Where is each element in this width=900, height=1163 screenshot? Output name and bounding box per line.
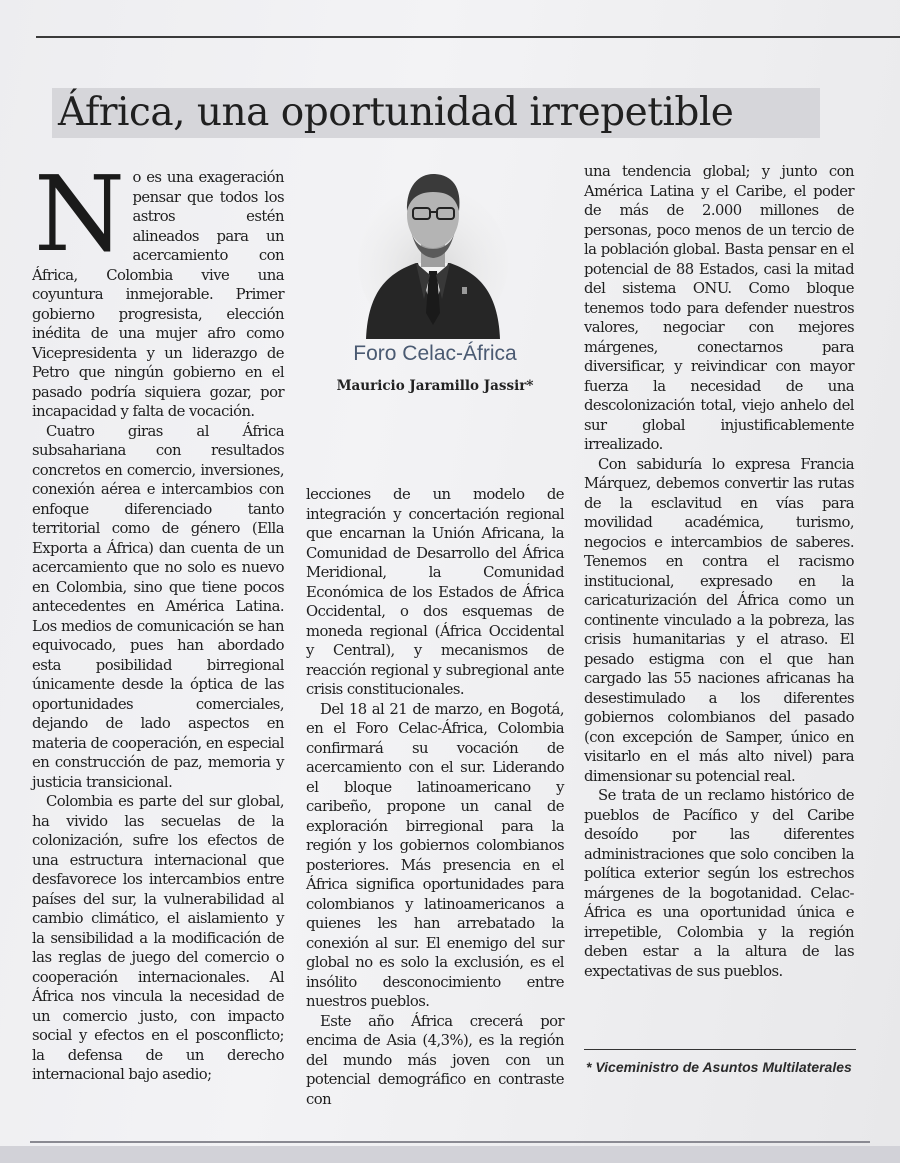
drop-cap: N <box>34 153 125 275</box>
article-column-2 <box>306 485 564 1109</box>
section-label: Foro Celac-África <box>353 342 517 365</box>
paragraph: lecciones de un modelo de integración y concertación regional que encarnan la Unión Africana, la Comunidad de Desarrollo del África Meridional, la Comunidad Económica de los Estados de África Occidental, o dos esquemas de moneda regional (África Occidental y Central), y mecanismos de reacción regional y subregional ante crisis constitucionales. <box>306 486 564 698</box>
author-footnote: * Viceministro de Asuntos Multilaterales <box>586 1059 852 1075</box>
paragraph: Del 18 al 21 de marzo, en Bogotá, en el Foro Celac-África, Colombia confirmará su vocación de acercamiento con el sur. Liderando el bloque latinoamericano y caribeño, propone un canal de exploración birregional para la región y los gobiernos colombianos posteriores. Más presencia en el África significa oportunidades para colombianos y latinoamericanos a quienes les han arrebatado la conexión al sur. El enemigo del sur global no es solo la exclusión, es el insólito desconocimiento entre nuestros pueblos. <box>306 700 564 1010</box>
bottom-divider <box>30 1141 870 1143</box>
paragraph: Con sabiduría lo expresa Francia Márquez, debemos convertir las rutas de la esclavitud en vías para movilidad académica, turismo, negocios e intercambios de saberes. Tenemos en contra el racismo institucional, expresado en la caricaturización del África como un continente vinculado a la pobreza, las crisis humanitarias y el atraso. El pesado estigma con el que han cargado las 55 naciones africanas ha desestimulado a los diferentes gobiernos colombianos del pasado (con excepción de Samper, único en visitarlo en el más alto nivel) para dimensionar su potencial real. <box>584 455 854 785</box>
article-title: África, una oportunidad irrepetible <box>58 90 734 135</box>
article-column-3 <box>584 162 854 981</box>
paragraph-text: o es una exageración pensar que todos los astros estén alineados para un acercamiento con África, Colombia vive una coyuntura inmejorable. Primer gobierno progresista, elección inédita de una mujer afro como Vicepresidenta y un liderazgo de Petro que ningún gobierno en el pasado podría siquiera gozar, por incapacidad y falta de vocación. <box>32 169 284 420</box>
paragraph: Este año África crecerá por encima de Asia (4,3%), es la región del mundo más joven con un potencial demográfico en contraste con <box>306 1012 564 1108</box>
author-portrait <box>358 163 508 339</box>
paragraph: Se trata de un reclamo histórico de pueblos de Pacífico y del Caribe desoído por las diferentes administraciones que solo conciben la política exterior según los estrechos márgenes de la bogotanidad. Celac-África es una oportunidad única e irrepetible, Colombia y la región deben estar a la altura de las expectativas de sus pueblos. <box>584 787 854 980</box>
author-byline: Mauricio Jaramillo Jassir* <box>336 378 534 394</box>
top-divider <box>36 36 900 38</box>
paragraph: una tendencia global; y junto con América Latina y el Caribe, el poder de más de 2.000 millones de personas, poco menos de un tercio de la población global. Basta pensar en el potencial de 88 Estados, casi la mitad del sistema ONU. Como bloque tenemos todo para defender nuestros valores, negociar con mejores márgenes, conectarnos para diversificar, y reivindicar con mayor fuerza la necesidad de una descolonización total, viejo anhelo del sur global injustificablemente irrealizado. <box>584 163 854 453</box>
paragraph: Colombia es parte del sur global, ha vivido las secuelas de la colonización, sufre los efectos de una estructura internacional que desfavorece los intercambios entre países del sur, la vulnerabilidad al cambio climático, el aislamiento y la sensibilidad a la modificación de las reglas de juego del comercio o cooperación internacionales. Al África nos vincula la necesidad de un comercio justo, con impacto social y efectos en el posconflicto; la defensa de un derecho internacional bajo asedio; <box>32 793 284 1083</box>
article-column-1 <box>32 153 284 1085</box>
paragraph <box>32 153 284 422</box>
paragraph: Cuatro giras al África subsahariana con resultados concretos en comercio, inversiones, conexión aérea e intercambios con enfoque diferenciado tanto territorial como de género (Ella Exporta a África) dan cuenta de un acercamiento que no solo es nuevo en Colombia, sino que tiene pocos antecedentes en América Latina. Los medios de comunicación se han equivocado, pues han abordado esta posibilidad birregional únicamente desde la óptica de las oportunidades comerciales, dejando de lado aspectos en materia de cooperación, en especial en construcción de paz, memoria y justicia transicional. <box>32 422 284 791</box>
next-article-strip <box>0 1146 900 1163</box>
footnote-divider <box>584 1049 856 1050</box>
